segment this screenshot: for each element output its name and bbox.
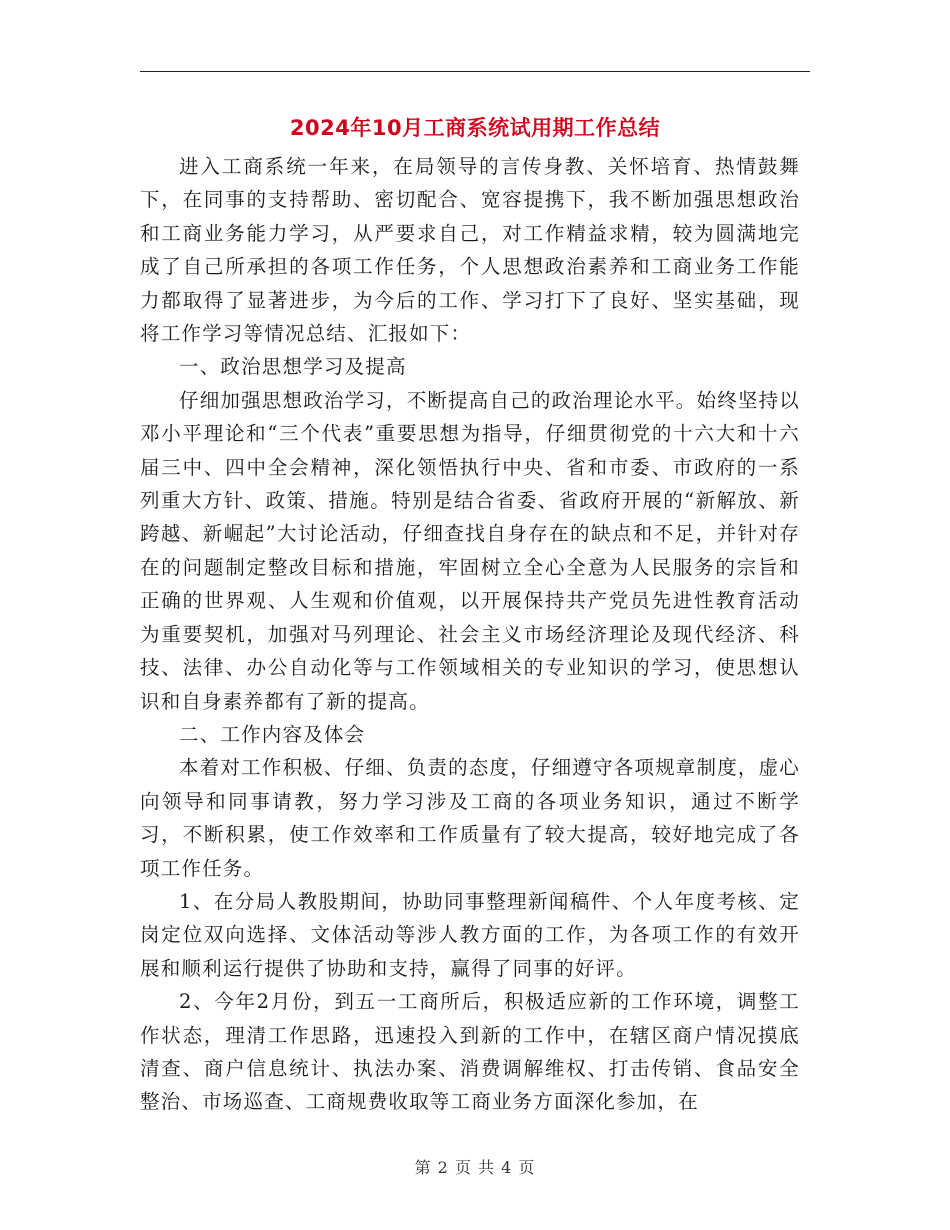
page-footer: 第 2 页 共 4 页 (414, 1158, 536, 1177)
section-heading-work: 二、工作内容及体会 (179, 722, 366, 746)
work-item-1-paragraph: 1、在分局人教股期间，协助同事整理新闻稿件、个人年度考核、定岗定位双向选择、文体活动等涉人教方面的工作，为各项工作的有效开展和顺利运行提供了协助和支持，赢得了同事的好评。 (140, 889, 800, 980)
work-item-2-paragraph: 2、今年2月份，到五一工商所后，积极适应新的工作环境，调整工作状态，理清工作思路，迅速投入到新的工作中，在辖区商户情况摸底清查、商户信息统计、执法办案、消费调解维权、打击传销、食品安全整治、市场巡查、工商规费收取等工商业务方面深化参加，在 (140, 990, 800, 1114)
header-rule (140, 71, 810, 72)
section-heading-politics: 一、政治思想学习及提高 (179, 355, 407, 379)
work-attitude-paragraph: 本着对工作积极、仔细、负责的态度，仔细遵守各项规章制度，虚心向领导和同事请教，努力学习涉及工商的各项业务知识，通过不断学习，不断积累，使工作效率和工作质量有了较大提高，较好地完成了各项工作任务。 (140, 756, 801, 880)
intro-paragraph: 进入工商系统一年来，在局领导的言传身教、关怀培育、热情鼓舞下，在同事的支持帮助、密切配合、宽容提携下，我不断加强思想政治和工商业务能力学习，从严要求自己，对工作精益求精，较为圆满地完成了自己所承担的各项工作任务，个人思想政治素养和工商业务工作能力都取得了显著进步，为今后的工作、学习打下了良好、坚实基础，现将工作学习等情况总结、汇报如下： (140, 155, 800, 346)
politics-paragraph: 仔细加强思想政治学习，不断提高自己的政治理论水平。始终坚持以邓小平理论和“三个代表”重要思想为指导，仔细贯彻党的十六大和十六届三中、四中全会精神，深化领悟执行中央、省和市委、市政府的一系列重大方针、政策、措施。特别是结合省委、省政府开展的“新解放、新跨越、新崛起”大讨论活动，仔细查找自身存在的缺点和不足，并针对存在的问题制定整改目标和措施，牢固树立全心全意为人民服务的宗旨和正确的世界观、人生观和价值观，以开展保持共产党员先进性教育活动为重要契机，加强对马列理论、社会主义市场经济理论及现代经济、科技、法律、办公自动化等与工作领域相关的专业知识的学习，使思想认识和自身素养都有了新的提高。 (140, 388, 801, 713)
document-body (140, 150, 800, 1119)
document-title: 2024年10月工商系统试用期工作总结 (289, 116, 661, 140)
